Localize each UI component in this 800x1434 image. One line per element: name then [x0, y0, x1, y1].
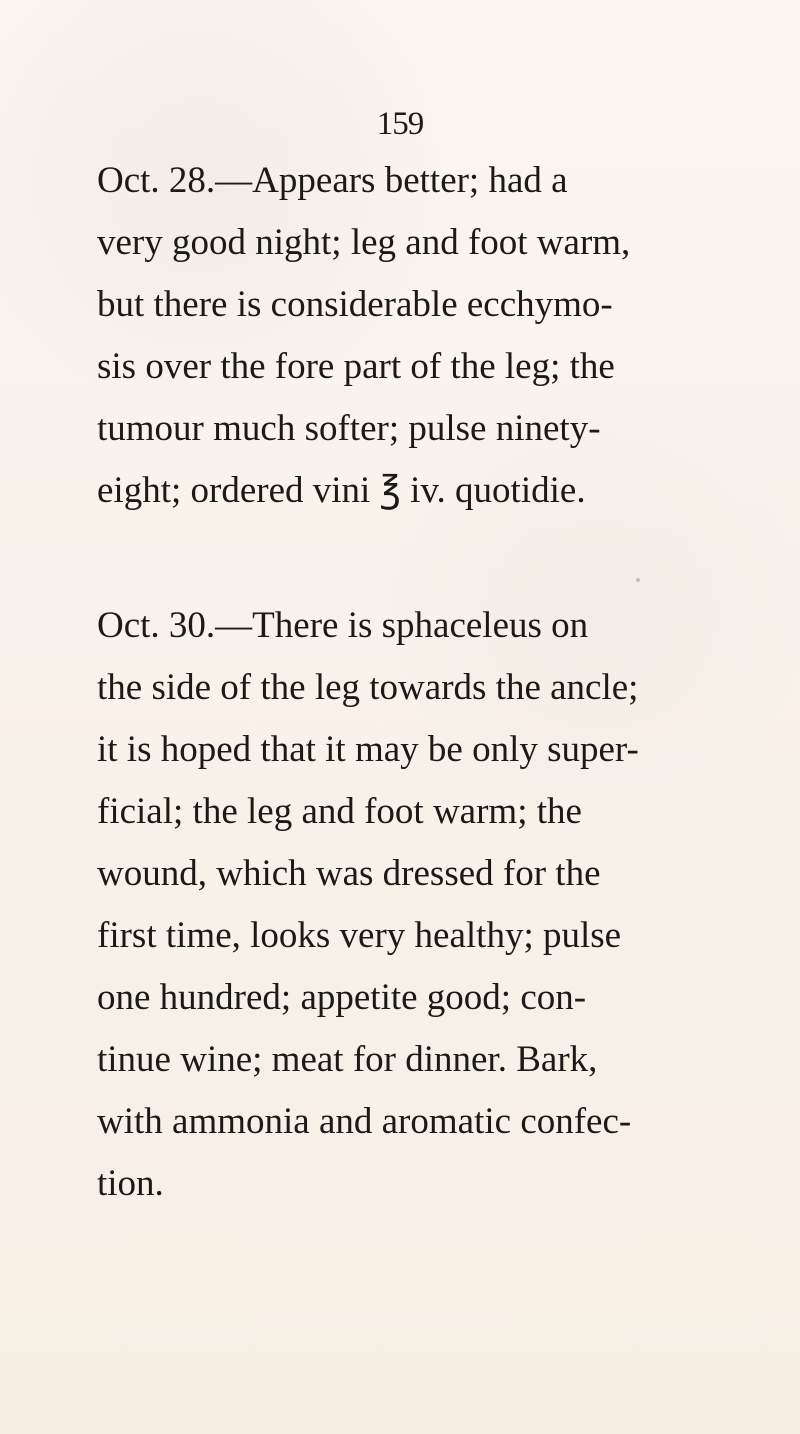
- text-line: one hundred; appetite good; con-: [97, 977, 587, 1018]
- text-line: wound, which was dressed for the: [97, 853, 601, 894]
- text-line: first time, looks very healthy; pulse: [97, 915, 622, 956]
- text-line: very good night; leg and foot warm,: [97, 222, 631, 263]
- text-line: but there is considerable ecchymo-: [97, 284, 613, 325]
- paragraph-oct-30: [97, 595, 657, 1215]
- text-line: tion.: [97, 1163, 164, 1204]
- text-line: tumour much softer; pulse ninety-: [97, 408, 601, 449]
- paper-speck: [636, 578, 640, 582]
- text-line: sis over the fore part of the leg; the: [97, 346, 615, 387]
- text-line: it is hoped that it may be only super-: [97, 729, 639, 770]
- text-line: Oct. 30.—There is sphaceleus on: [97, 605, 589, 646]
- text-line: the side of the leg towards the ancle;: [97, 667, 639, 708]
- text-line: with ammonia and aromatic confec-: [97, 1101, 632, 1142]
- page-number: 159: [376, 106, 424, 142]
- text-line: ficial; the leg and foot warm; the: [97, 791, 582, 832]
- paragraph-oct-28: [97, 150, 657, 522]
- text-line: tinue wine; meat for dinner. Bark,: [97, 1039, 598, 1080]
- text-line: eight; ordered vini ℥ iv. quotidie.: [97, 470, 586, 511]
- text-line: Oct. 28.—Appears better; had a: [97, 160, 568, 201]
